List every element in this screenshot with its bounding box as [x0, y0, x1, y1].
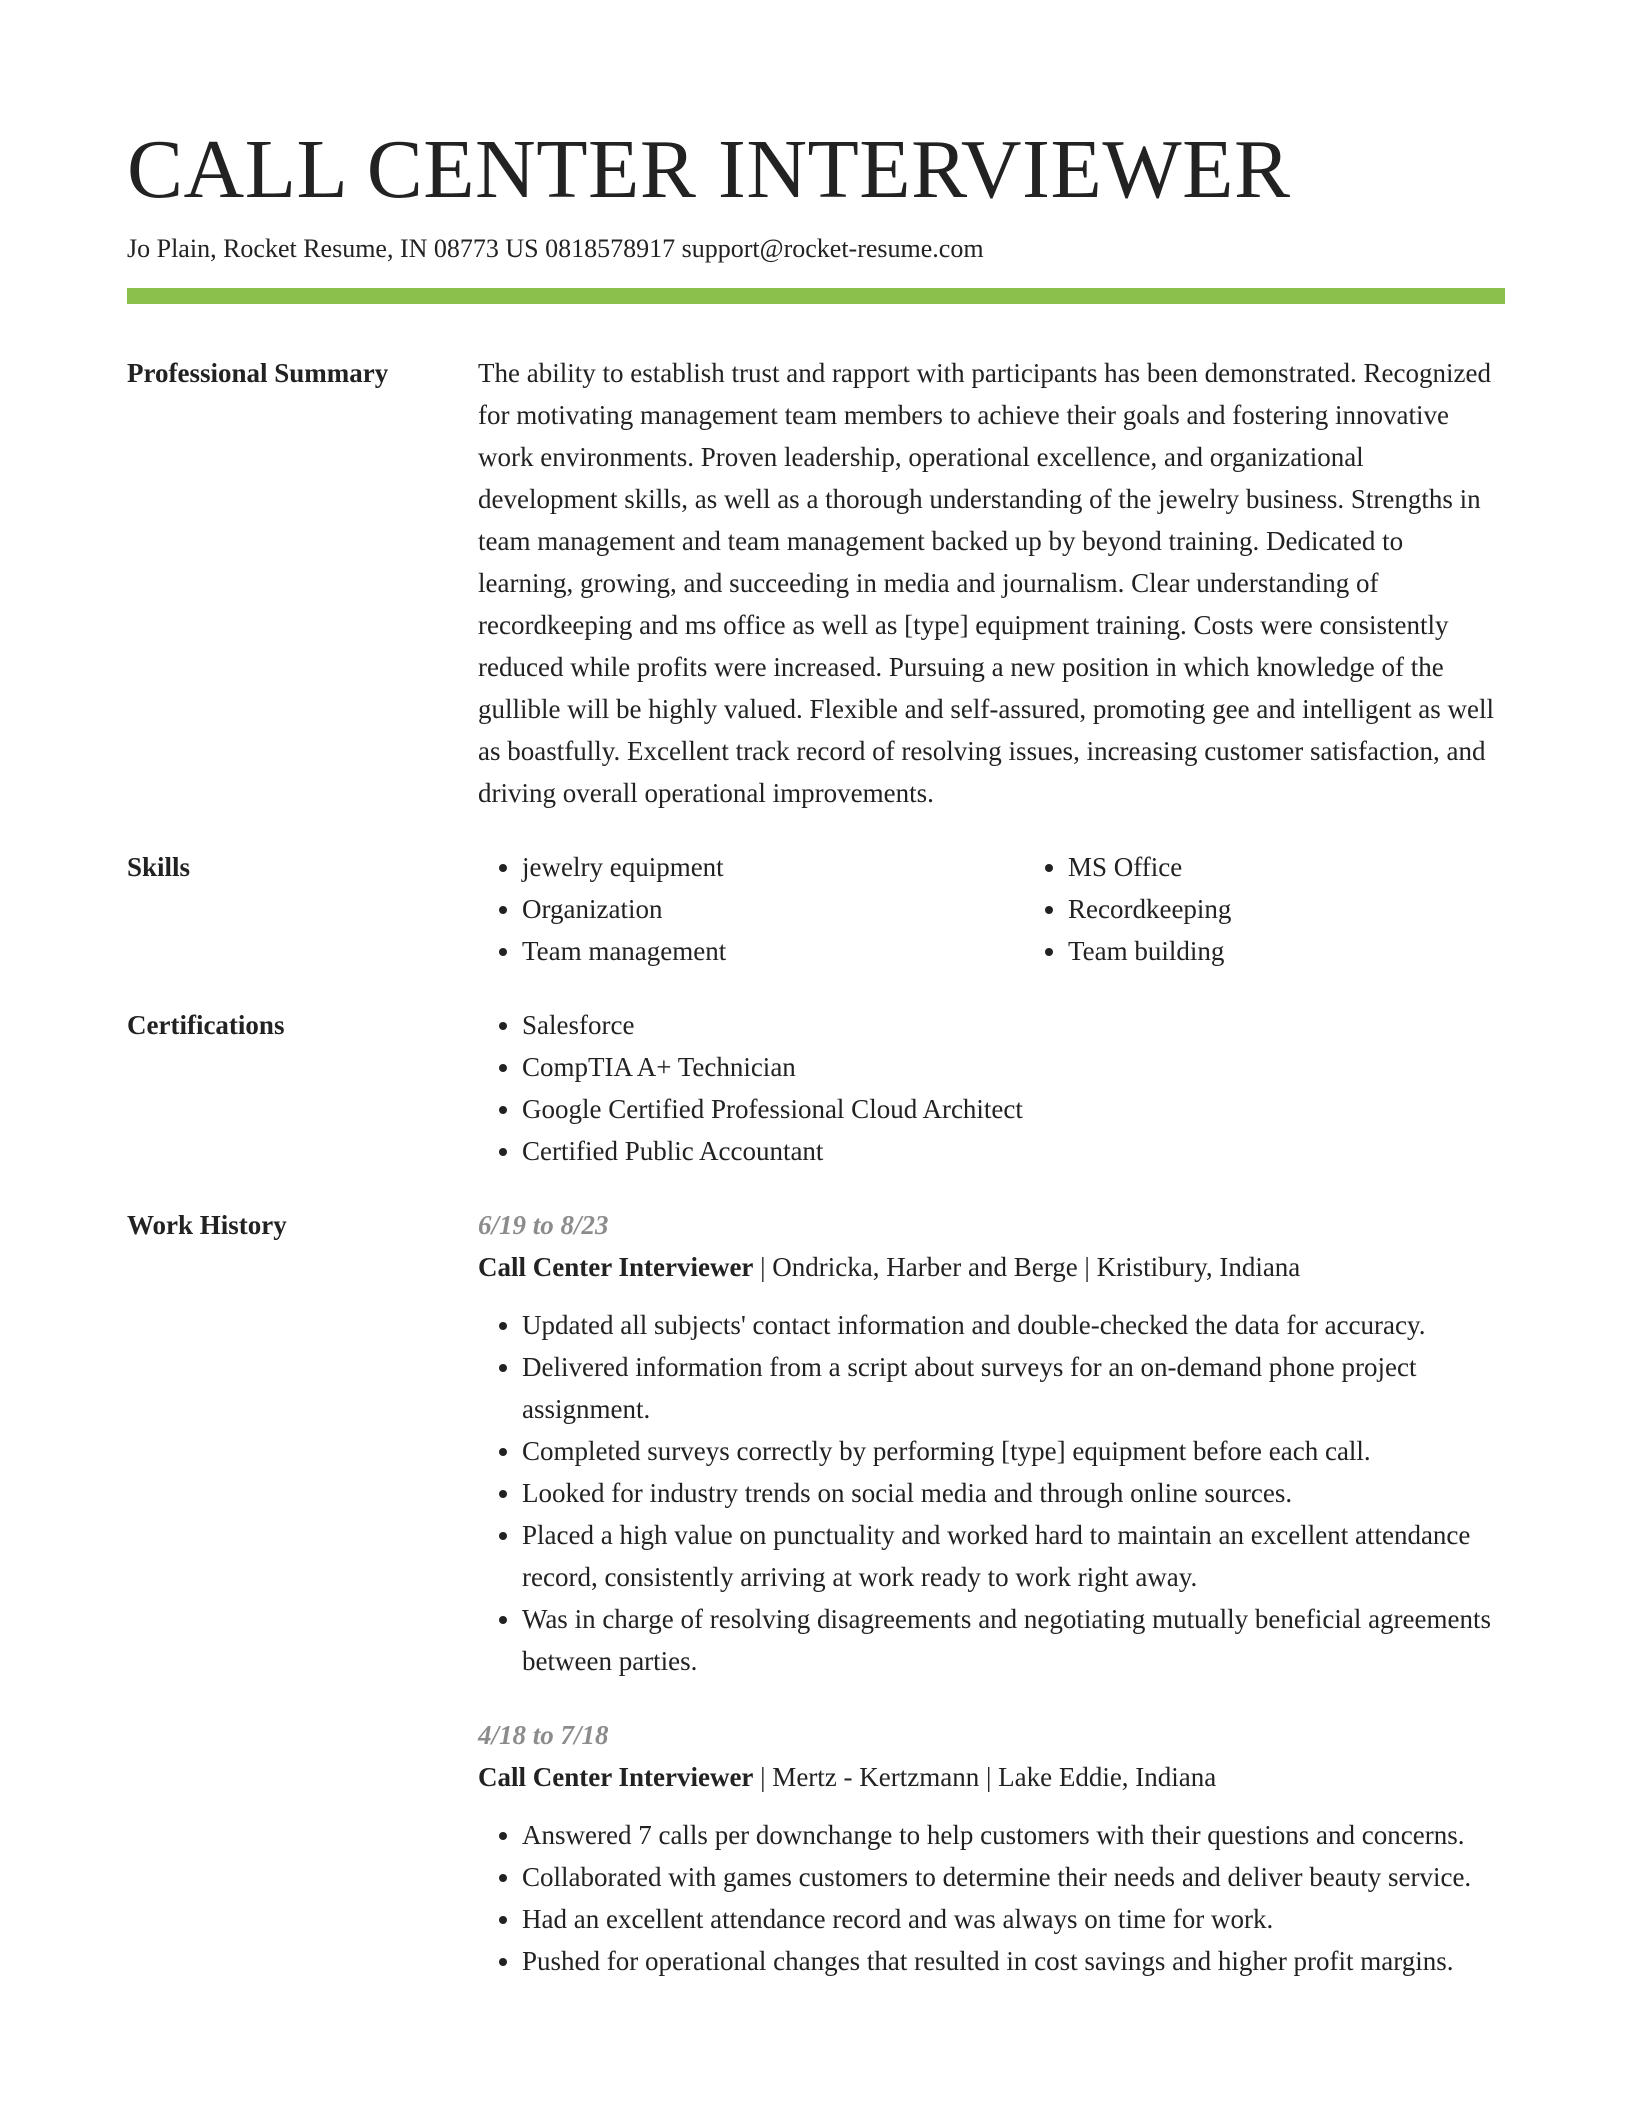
job-details: | Ondricka, Harber and Berge | Kristibury, Indiana — [753, 1252, 1301, 1282]
job-bullets — [478, 1304, 1505, 1682]
skill-item: • Team building — [1068, 930, 1570, 972]
header-divider — [127, 288, 1505, 304]
job-bullet: • Answered 7 calls per downchange to help customers with their questions and concerns. — [522, 1814, 1505, 1856]
skills-column-1 — [478, 846, 1024, 972]
skill-item: • Recordkeeping — [1068, 888, 1570, 930]
work-history-list — [478, 1204, 1505, 1982]
work-history-section — [127, 1204, 1505, 1982]
job-title: Call Center Interviewer — [478, 1762, 754, 1792]
job-bullet: • Placed a high value on punctuality and worked hard to maintain an excellent attendance record, consistently arriving at work ready to work right away. — [522, 1514, 1505, 1598]
job-details: | Mertz - Kertzmann | Lake Eddie, Indiana — [753, 1762, 1217, 1792]
job-bullet: • Had an excellent attendance record and was always on time for work. — [522, 1898, 1505, 1940]
certification-item: • Google Certified Professional Cloud Architect — [522, 1088, 1505, 1130]
section-label: Skills — [127, 852, 191, 882]
job-bullet: • Was in charge of resolving disagreements and negotiating mutually beneficial agreements between parties. — [522, 1598, 1505, 1682]
job-dates: 6/19 to 8/23 — [478, 1210, 609, 1240]
job-bullet: • Collaborated with games customers to determine their needs and deliver beauty service. — [522, 1856, 1505, 1898]
certification-item: • CompTIA A+ Technician — [522, 1046, 1505, 1088]
job-heading — [478, 1246, 1505, 1288]
skills-list — [478, 846, 1570, 972]
skill-item: • MS Office — [1068, 846, 1570, 888]
summary-text: The ability to establish trust and rapport with participants has been demonstrated. Recognized for motivating management team members to achieve their goals and fostering innovative work environments. Proven leadership, operational excellence, and organizational development skills, as well as a thorough understanding of the jewelry business. Strengths in team management and team management backed up by beyond training. Dedicated to learning, growing, and succeeding in media and journalism. Clear understanding of recordkeeping and ms office as well as [type] equipment training. Costs were consistently reduced while profits were increased. Pursuing a new position in which knowledge of the gullible will be highly valued. Flexible and self-assured, promoting gee and intelligent as well as boastfully. Excellent track record of resolving issues, increasing customer satisfaction, and driving overall operational improvements. — [478, 358, 1495, 808]
job-bullet: • Pushed for operational changes that resulted in cost savings and higher profit margins. — [522, 1940, 1505, 1982]
job-entry — [478, 1714, 1505, 1982]
job-heading — [478, 1756, 1505, 1798]
skill-item: • Organization — [522, 888, 1024, 930]
section-label: Professional Summary — [127, 358, 389, 388]
job-bullet: • Delivered information from a script about surveys for an on-demand phone project assignment. — [522, 1346, 1505, 1430]
skill-item: • Team management — [522, 930, 1024, 972]
certifications-list — [478, 1004, 1505, 1172]
job-title: Call Center Interviewer — [478, 1252, 754, 1282]
summary-section — [127, 352, 1505, 814]
section-label: Certifications — [127, 1010, 285, 1040]
certification-item: • Salesforce — [522, 1004, 1505, 1046]
contact-line: Jo Plain, Rocket Resume, IN 08773 US 0818578917 support@rocket-resume.com — [127, 234, 984, 263]
job-entry — [478, 1204, 1505, 1682]
job-bullets — [478, 1814, 1505, 1982]
job-bullet: • Updated all subjects' contact information and double-checked the data for accuracy. — [522, 1304, 1505, 1346]
job-bullet: • Completed surveys correctly by performing [type] equipment before each call. — [522, 1430, 1505, 1472]
skill-item: • jewelry equipment — [522, 846, 1024, 888]
section-label: Work History — [127, 1210, 287, 1240]
skills-section — [127, 846, 1505, 972]
certification-item: • Certified Public Accountant — [522, 1130, 1505, 1172]
job-dates: 4/18 to 7/18 — [478, 1720, 609, 1750]
certifications-section — [127, 1004, 1505, 1172]
resume-title: CALL CENTER INTERVIEWER — [127, 123, 1291, 216]
skills-column-2 — [1024, 846, 1570, 972]
job-bullet: • Looked for industry trends on social media and through online sources. — [522, 1472, 1505, 1514]
